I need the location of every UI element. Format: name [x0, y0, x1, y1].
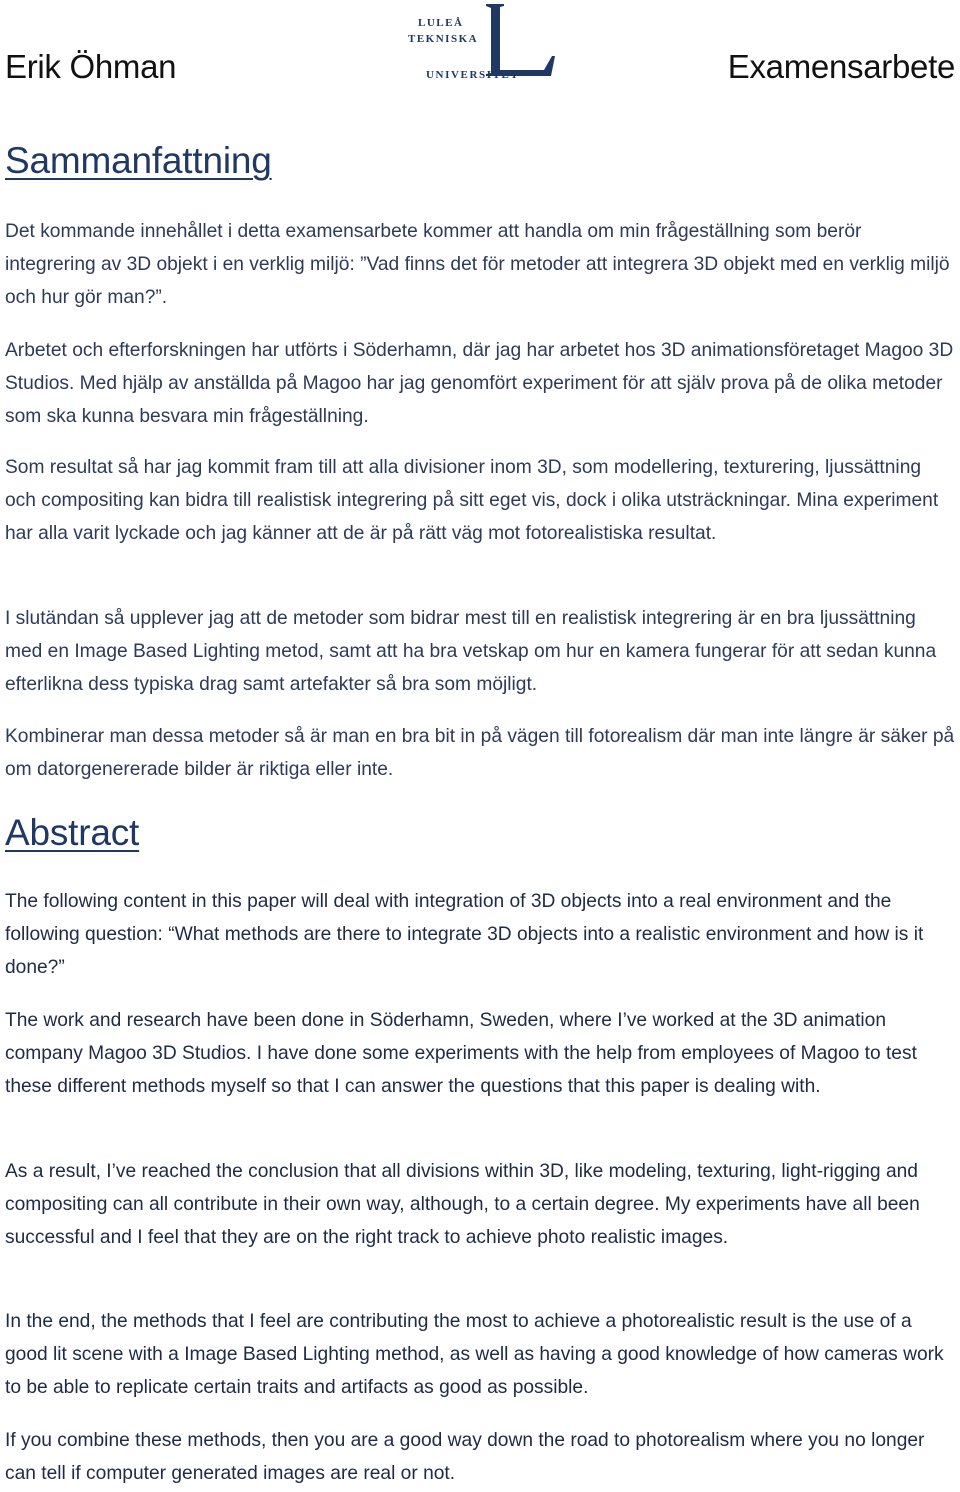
- sammanfattning-paragraph: Det kommande innehållet i detta examensarbete kommer att handla om min frågeställning som berör integrering av 3D objekt i en verklig miljö: ”Vad finns det för metoder att integrera 3D objekt med en verklig miljö och hur gör man?”.: [5, 221, 950, 308]
- abstract-paragraph: If you combine these methods, then you are a good way down the road to photorealism where you no longer can tell if computer generated images are real or not.: [5, 1430, 925, 1484]
- author-name: Erik Öhman: [5, 48, 177, 85]
- sammanfattning-heading: Sammanfattning: [5, 140, 272, 181]
- abstract-paragraph: As a result, I’ve reached the conclusion that all divisions within 3D, like modeling, texturing, light-rigging and compositing can all contribute in their own way, although, to a certain degree. My experiments have all been successful and I feel that they are on the right track to achieve photo realistic images.: [5, 1161, 920, 1248]
- page-header: [0, 0, 960, 110]
- sammanfattning-paragraph: Som resultat så har jag kommit fram till att alla divisioner inom 3D, som modellering, texturering, ljussättning och compositing kan bidra till realistisk integrering på sitt eget vis, dock i olika utsträckningar. Mina experiment har alla varit lyckade och jag känner att de är på rätt väg mot fotorealistiska resultat.: [5, 457, 939, 544]
- sammanfattning-paragraph: I slutändan så upplever jag att de metoder som bidrar mest till en realistisk integrering är en bra ljussättning med en Image Based Lighting metod, samt att ha bra vetskap om hur en kamera fungerar för att sedan kunna efterlikna dess typiska drag samt artefakter så bra som möjligt.: [5, 608, 937, 695]
- abstract-paragraph: In the end, the methods that I feel are contributing the most to achieve a photorealistic result is the use of a good lit scene with a Image Based Lighting method, as well as having a good knowledge of how cameras work to be able to replicate certain traits and artifacts as good as possible.: [5, 1311, 944, 1398]
- sammanfattning-paragraph: Kombinerar man dessa metoder så är man en bra bit in på vägen till fotorealism där man inte längre är säker på om datorgenererade bilder är riktiga eller inte.: [5, 726, 955, 780]
- abstract-paragraph: The following content in this paper will deal with integration of 3D objects into a real environment and the following question: “What methods are there to integrate 3D objects into a realistic environment and how is it done?”: [5, 891, 924, 978]
- sammanfattning-paragraph: Arbetet och efterforskningen har utförts i Söderhamn, där jag har arbetet hos 3D animationsföretaget Magoo 3D Studios. Med hjälp av anställda på Magoo har jag genomfört experiment för att själv prova på de olika metoder som ska kunna besvara min frågeställning.: [5, 340, 954, 427]
- document-type: Examensarbete: [727, 48, 955, 85]
- logo-text-line3: UNIVERSITET: [426, 69, 520, 81]
- abstract-paragraph: The work and research have been done in Söderhamn, Sweden, where I’ve worked at the 3D animation company Magoo 3D Studios. I have done some experiments with the help from employees of Magoo to test these different methods myself so that I can answer the questions that this paper is dealing with.: [5, 1010, 917, 1097]
- logo-text-line2: TEKNISKA: [408, 33, 479, 45]
- abstract-heading: Abstract: [5, 812, 140, 853]
- logo-text-line1: LULEÅ: [418, 17, 464, 29]
- ltu-letter-l-logo-icon: [404, 0, 556, 84]
- university-logo: [404, 0, 556, 84]
